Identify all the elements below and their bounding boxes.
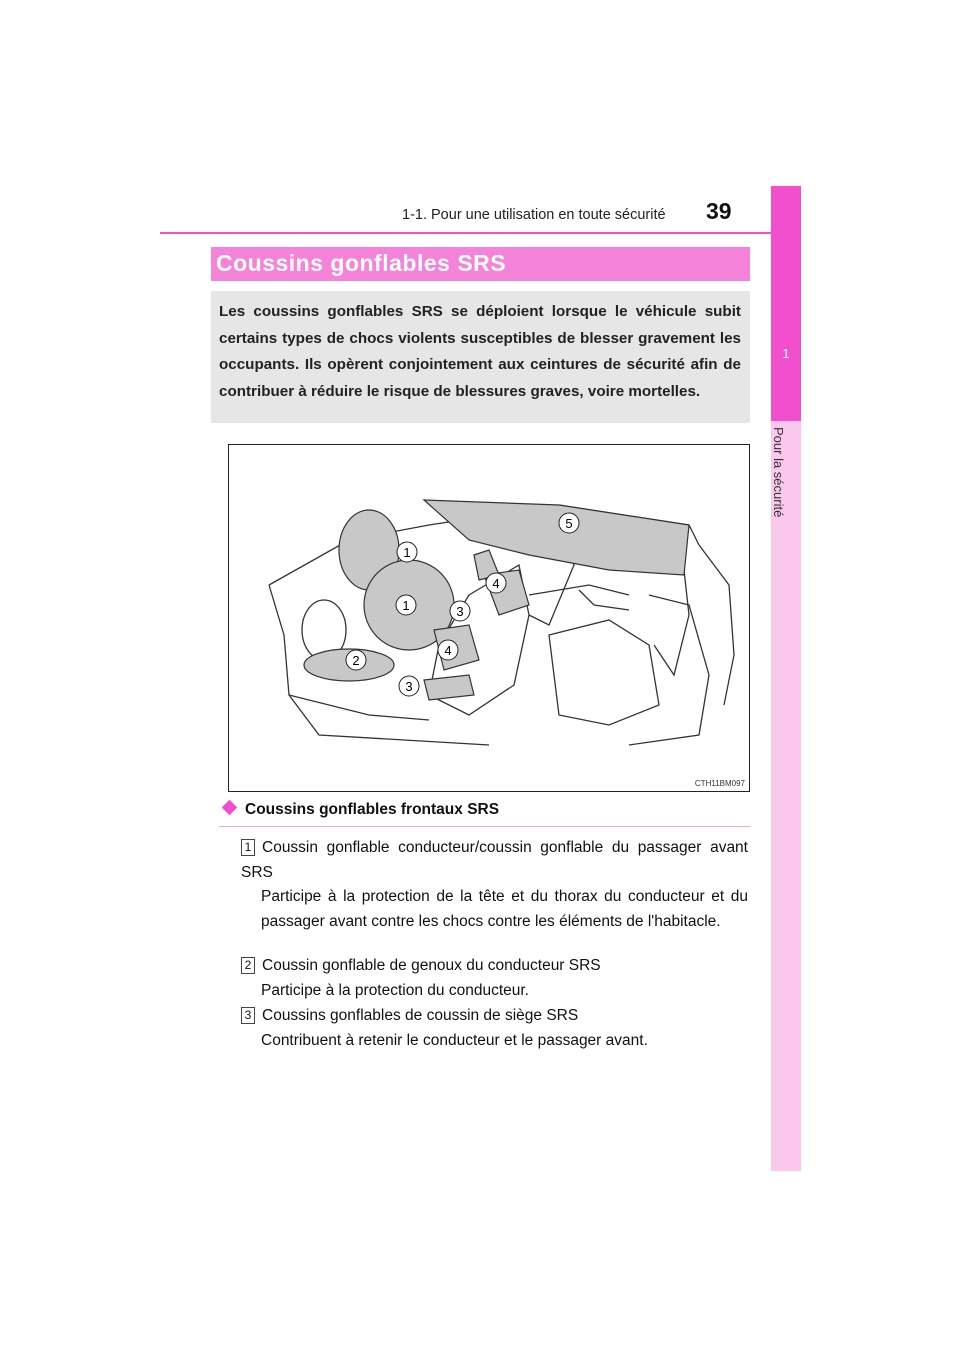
section-heading-text: Coussins gonflables frontaux SRS: [245, 801, 500, 818]
callout-1-upper: [397, 542, 417, 562]
page-title: Coussins gonflables SRS: [216, 250, 507, 276]
callout-2: [346, 650, 366, 670]
svg-text:4: 4: [492, 576, 500, 591]
section-rule: [219, 826, 750, 827]
chapter-number: 1: [782, 346, 790, 361]
svg-text:1: 1: [403, 545, 411, 560]
list-item: [241, 836, 748, 934]
svg-text:1: 1: [402, 598, 410, 613]
chapter-side-tab-active: [771, 186, 801, 421]
svg-text:2: 2: [352, 653, 360, 668]
callout-3-upper: [450, 601, 470, 621]
page-number: 39: [706, 198, 732, 224]
item-number: 1: [241, 839, 255, 856]
callout-3-lower: [399, 676, 419, 696]
callout-1-lower: [396, 595, 416, 615]
item-title: Coussin gonflable de genoux du conducteur SRS: [262, 957, 601, 974]
callout-5: [559, 513, 579, 533]
vehicle-interior-drawing: [229, 445, 749, 791]
section-heading: [222, 801, 499, 819]
item-title: Coussins gonflables de coussin de siège SRS: [262, 1007, 579, 1024]
svg-text:3: 3: [456, 604, 464, 619]
chapter-label: Pour la sécurité: [771, 427, 786, 518]
callout-4-lower: [438, 640, 458, 660]
item-description: Contribuent à retenir le conducteur et le passager avant.: [261, 1031, 648, 1049]
item-description: Participe à la protection de la tête et du thorax du conducteur et du passager avant contre les chocs contre les éléments de l'habitacle.: [261, 888, 748, 930]
list-item: [241, 954, 748, 1003]
svg-text:3: 3: [405, 679, 413, 694]
item-description: Participe à la protection du conducteur.: [261, 981, 529, 999]
list-item: [241, 1004, 748, 1053]
item-number: 2: [241, 957, 255, 974]
breadcrumb: 1-1. Pour une utilisation en toute sécurité: [402, 207, 666, 223]
diamond-bullet-icon: [222, 800, 238, 816]
callout-4-upper: [486, 573, 506, 593]
svg-text:5: 5: [565, 516, 573, 531]
intro-text: Les coussins gonflables SRS se déploient lorsque le véhicule subit certains types de chocs violents susceptibles de blesser gravement les occupants. Ils opèrent conjointement aux ceintures de sécurité afin de contribuer à réduire le risque de blessures graves, voire mortelles.: [219, 303, 741, 400]
figure-code: CTH11BM097: [694, 779, 745, 788]
header-rule: [160, 232, 800, 234]
airbag-illustration: [228, 444, 750, 792]
item-number: 3: [241, 1007, 255, 1024]
item-title: Coussin gonflable conducteur/coussin gonflable du passager avant SRS: [241, 839, 748, 881]
svg-text:4: 4: [444, 643, 452, 658]
